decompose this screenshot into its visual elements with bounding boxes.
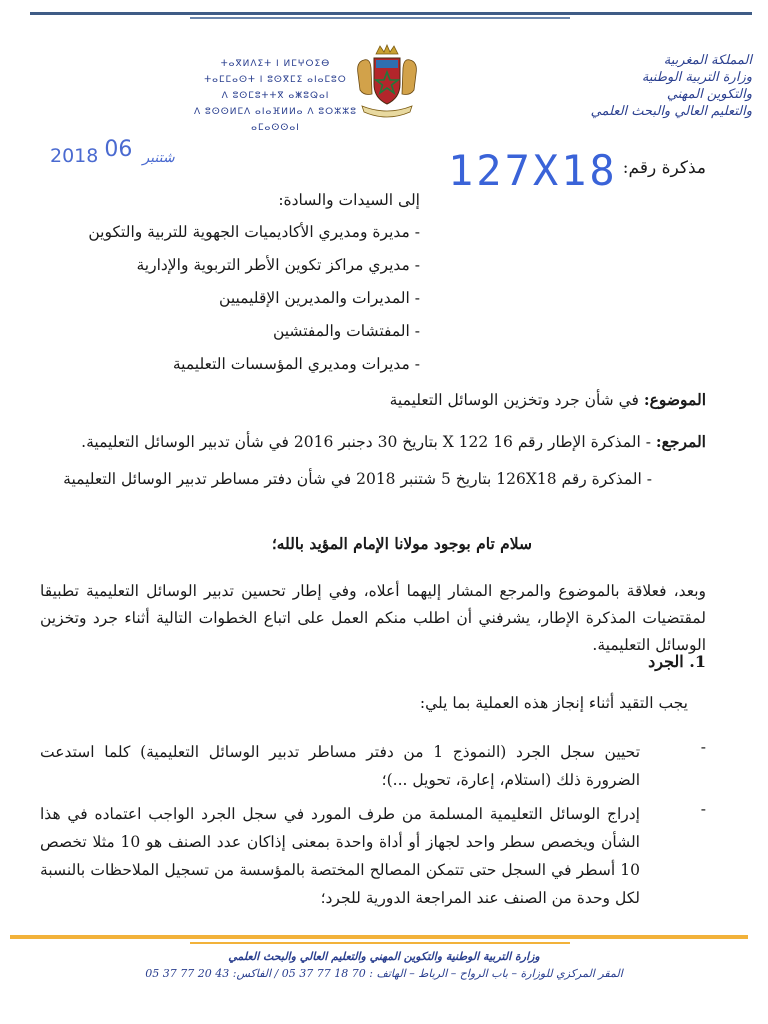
bullet-item: إدراج الوسائل التعليمية المسلمة من طرف المورد في سجل الجرد الواجب اعتماده في هذا الشأن ويخصص سطر واحد لجهاز أو أداة واحدة بمعنى إذاكان عدد الصنف هو 10 مثلا تخصص 10 أسطر في السجل حتى تتمكن المصالح المختصة بالمؤسسة من تسجيل الملاحظات بالنسبة لكل وحدة من الصنف عند المراجعة الدورية للجرد؛ xyxy=(40,805,640,907)
bullet-dash: - xyxy=(700,800,706,818)
reference-line xyxy=(63,470,652,488)
reference-line xyxy=(81,432,706,451)
recipient-item: - المديرات والمديرين الإقليميين xyxy=(219,289,420,307)
bullet-item: تحيين سجل الجرد (النموذج 1 من دفتر مساطر تدبير الوسائل التعليمية) كلما استدعت الضرورة ذلك (استلام، إعارة، تحويل ...)؛ xyxy=(40,743,641,789)
subject-text: في شأن جرد وتخزين الوسائل التعليمية xyxy=(389,391,644,409)
ministry-line: والتعليم العالي والبحث العلمي xyxy=(590,104,752,119)
recipient-item: - مديرة ومديري الأكاديميات الجهوية للتربية والتكوين xyxy=(88,223,420,241)
ministry-line-tifinagh: ⵜⴰⴳⵍⴷⵉⵜ ⵏ ⵍⵎⵖⵔⵉⴱ xyxy=(220,59,331,69)
header-rule-inner xyxy=(190,17,570,19)
ministry-line: المملكة المغربية xyxy=(663,53,752,68)
coat-of-arms-icon xyxy=(354,44,420,120)
reference-label: المرجع: xyxy=(655,432,706,451)
section-lead: يجب التقيد أثناء إنجاز هذه العملية بما يلي: xyxy=(419,694,688,712)
bullet-dash: - xyxy=(700,738,706,756)
footer-rule-inner xyxy=(190,942,570,944)
ministry-line-tifinagh: ⴷ ⵓⵙⵙⵍⵎⴷ ⴰⵏⴰⴼⵍⵍⴰ ⴷ ⵓⵔⵣⵣⵓ ⴰⵎⴰⵙⵙⴰⵏ xyxy=(194,107,357,133)
ministry-line: والتكوين المهني xyxy=(666,87,752,102)
reference-item: - المذكرة الإطار رقم 16 X 122 بتاريخ 30 دجنبر 2016 في شأن تدبير الوسائل التعليمية. xyxy=(81,433,651,451)
ministry-name-tifinagh xyxy=(188,56,363,136)
date-month: شتنبر xyxy=(142,150,175,166)
footer-rule xyxy=(10,935,748,939)
reference-item: - المذكرة رقم 126X18 بتاريخ 5 شتنبر 2018 في شأن دفتر مساطر تدبير الوسائل التعليمية xyxy=(63,470,652,488)
memo-number-label: مذكرة رقم: xyxy=(622,158,706,178)
recipients-lead: إلى السيدات والسادة: xyxy=(278,191,420,209)
recipients-block xyxy=(88,184,420,381)
footer-address: المقر المركزي للوزارة – باب الرواح – الرباط – الهاتف : 70 18 77 37 05 / الفاكس: 43 20 77 37 05 xyxy=(145,967,623,980)
footer-ministry: وزارة التربية الوطنية والتكوين المهني والتعليم العالي والبحث العلمي xyxy=(228,950,540,963)
recipient-item: - مديرات ومديري المؤسسات التعليمية xyxy=(172,355,420,373)
date-day: 06 xyxy=(104,137,133,162)
recipient-item: - مديري مراكز تكوين الأطر التربوية والإدارية xyxy=(136,256,420,274)
date-stamp xyxy=(50,137,179,168)
header-rule xyxy=(30,12,752,15)
greeting: سلام تام بوجود مولانا الإمام المؤيد بالله؛ xyxy=(271,534,532,553)
ministry-line: وزارة التربية الوطنية xyxy=(641,70,752,85)
subject-label: الموضوع: xyxy=(643,390,706,409)
ministry-line-tifinagh: ⵜⴰⵎⵎⴰⵙⵜ ⵏ ⵓⵙⴳⵎⵉ ⴰⵏⴰⵎⵓⵔ xyxy=(204,75,347,85)
memo-number-stamp: 127X18 xyxy=(448,146,618,195)
ministry-line-tifinagh: ⴷ ⵓⵙⵎⵓⵜⵜⴳ ⴰⵥⵓⵕⴰⵏ xyxy=(221,91,330,101)
section-heading: 1. الجرد xyxy=(648,652,706,671)
intro-paragraph: وبعد، فعلاقة بالموضوع والمرجع المشار إليهما أعلاه، وفي إطار تحسين تدبير الوسائل التعليمية تطبيقا لمقتضيات المذكرة الإطار، يشرفني أن اطلب منكم العمل على اتباع الخطوات التالية أثناء جرد وتخزين الوسائل التعليمية. xyxy=(40,582,706,654)
subject-line xyxy=(390,390,706,409)
ministry-name-arabic xyxy=(562,52,752,120)
date-year: 2018 xyxy=(50,145,99,167)
recipient-item: - المفتشات والمفتشين xyxy=(272,322,420,340)
